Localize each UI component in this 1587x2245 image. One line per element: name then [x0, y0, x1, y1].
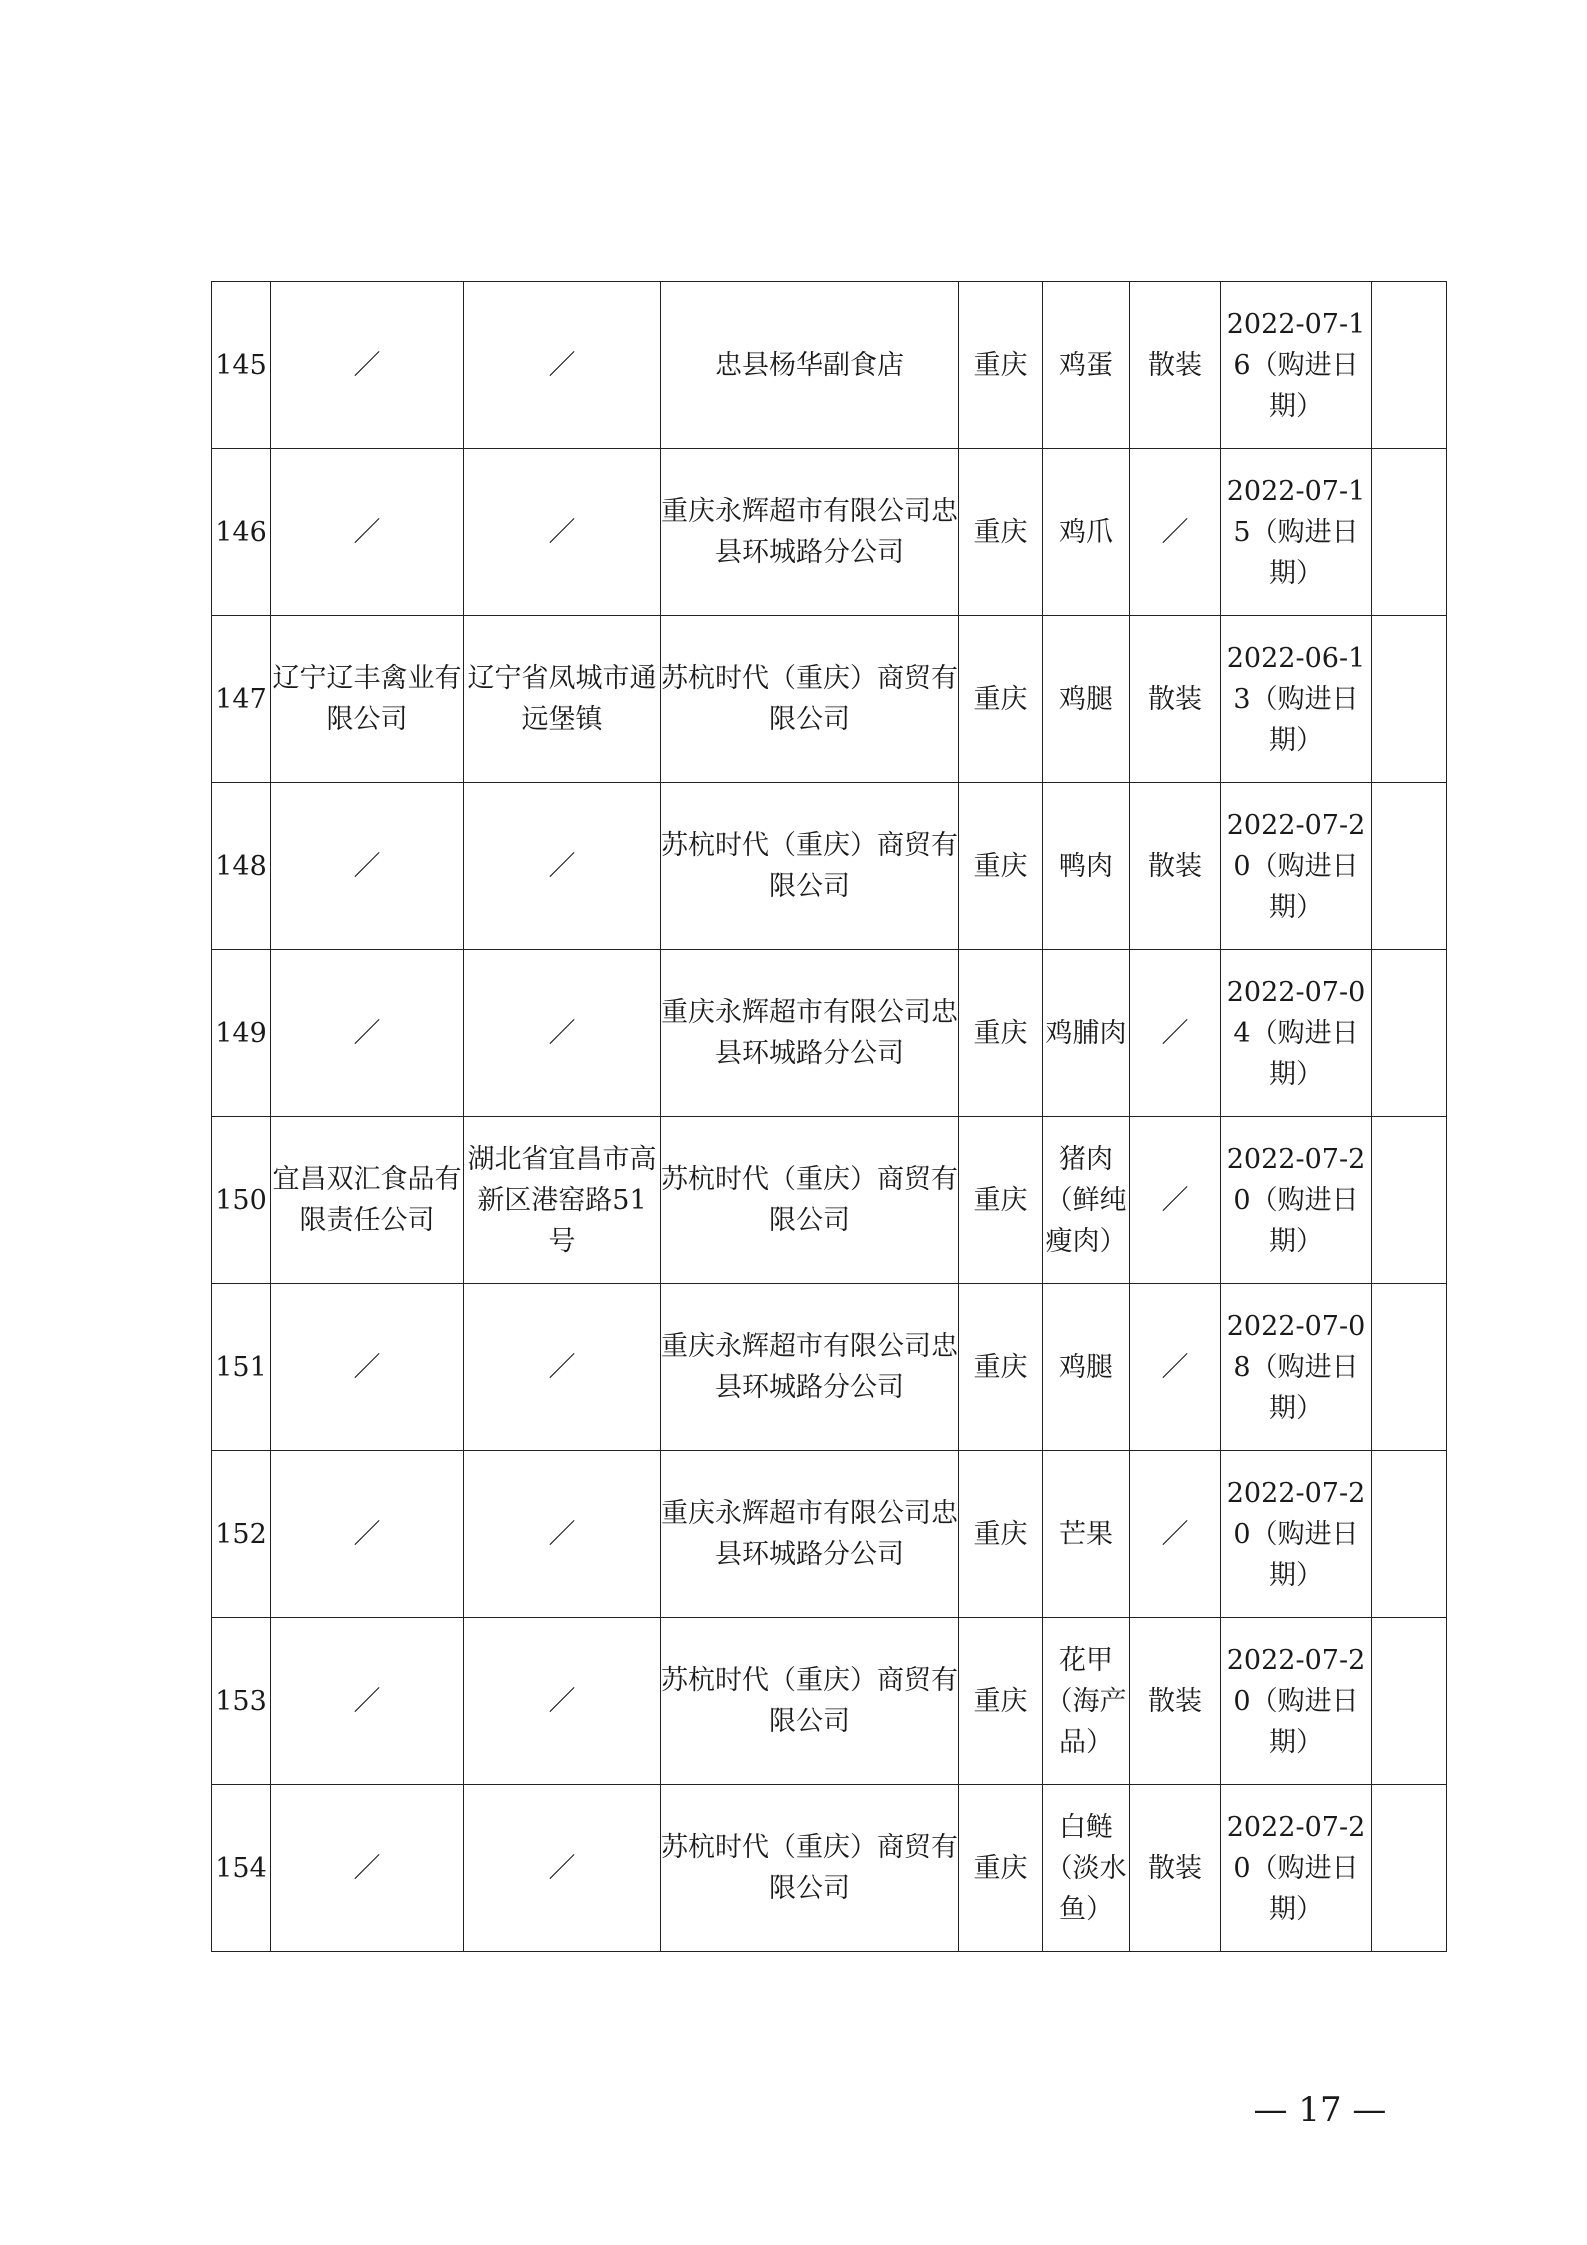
table-row [212, 449, 1447, 616]
cell-serial-number-text: 153 [215, 1685, 267, 1717]
cell-region-text: 重庆 [973, 1518, 1028, 1550]
cell-product-name-text: 鸡腿 [1059, 1351, 1113, 1383]
cell-seller [661, 1451, 959, 1618]
cell-package [1130, 449, 1221, 616]
cell-region [959, 1618, 1043, 1785]
cell-region [959, 282, 1043, 449]
cell-package-text: ／ [1161, 1351, 1189, 1383]
table-row [212, 783, 1447, 950]
cell-note [1372, 1785, 1447, 1952]
cell-manufacturer [271, 1284, 464, 1451]
cell-product-name-text: 花甲（海产品） [1045, 1644, 1127, 1758]
cell-manufacturer-address-text: ／ [548, 516, 576, 548]
cell-region-text: 重庆 [973, 1351, 1028, 1383]
cell-note [1372, 1284, 1447, 1451]
cell-seller-text: 苏杭时代（重庆）商贸有限公司 [661, 1665, 958, 1737]
cell-manufacturer-address [464, 1618, 661, 1785]
cell-region [959, 1451, 1043, 1618]
cell-package [1130, 1785, 1221, 1952]
cell-seller [661, 1117, 959, 1284]
cell-manufacturer [271, 1117, 464, 1284]
cell-serial-number [212, 282, 271, 449]
cell-region [959, 1785, 1043, 1952]
table-row [212, 282, 1447, 449]
cell-date-text: 2022-07-20（购进日期） [1226, 809, 1366, 923]
cell-package-text: ／ [1161, 1184, 1189, 1216]
cell-manufacturer [271, 1785, 464, 1952]
cell-date-text: 2022-07-08（购进日期） [1226, 1310, 1366, 1424]
cell-manufacturer-address [464, 282, 661, 449]
table-row [212, 1785, 1447, 1952]
cell-date [1221, 616, 1372, 783]
cell-manufacturer-text: 辽宁辽丰禽业有限公司 [272, 663, 462, 735]
cell-date [1221, 1117, 1372, 1284]
cell-product-name [1043, 1451, 1130, 1618]
cell-manufacturer-text: ／ [353, 1518, 381, 1550]
cell-package-text: ／ [1161, 516, 1189, 548]
cell-date [1221, 1618, 1372, 1785]
cell-product-name [1043, 1785, 1130, 1952]
cell-product-name-text: 鸡脯肉 [1045, 1017, 1127, 1049]
cell-product-name-text: 鸡蛋 [1059, 349, 1113, 381]
cell-note [1372, 1117, 1447, 1284]
cell-package [1130, 1451, 1221, 1618]
cell-date [1221, 1284, 1372, 1451]
cell-package-text: 散装 [1148, 683, 1202, 715]
cell-date [1221, 449, 1372, 616]
cell-package-text: ／ [1161, 1518, 1189, 1550]
cell-seller [661, 282, 959, 449]
cell-serial-number-text: 145 [215, 349, 267, 381]
cell-region-text: 重庆 [973, 850, 1028, 882]
cell-manufacturer-address [464, 1117, 661, 1284]
cell-region [959, 1284, 1043, 1451]
cell-region-text: 重庆 [973, 1017, 1028, 1049]
cell-region [959, 1117, 1043, 1284]
cell-seller-text: 苏杭时代（重庆）商贸有限公司 [661, 830, 958, 902]
cell-note [1372, 950, 1447, 1117]
cell-manufacturer [271, 616, 464, 783]
cell-manufacturer-address-text: ／ [548, 1685, 576, 1717]
cell-product-name-text: 芒果 [1059, 1518, 1113, 1550]
cell-note [1372, 449, 1447, 616]
cell-product-name-text: 鸡腿 [1059, 683, 1113, 715]
cell-seller-text: 忠县杨华副食店 [715, 349, 904, 381]
cell-package [1130, 616, 1221, 783]
table-row [212, 950, 1447, 1117]
table-row [212, 1618, 1447, 1785]
cell-serial-number [212, 950, 271, 1117]
cell-serial-number [212, 1451, 271, 1618]
cell-region-text: 重庆 [973, 1685, 1028, 1717]
cell-manufacturer-text: ／ [353, 1685, 381, 1717]
page-number: — 17 — [1253, 2090, 1387, 2130]
cell-date-text: 2022-07-20（购进日期） [1226, 1477, 1366, 1591]
cell-product-name-text: 猪肉（鲜纯瘦肉） [1045, 1143, 1127, 1257]
cell-seller-text: 重庆永辉超市有限公司忠县环城路分公司 [661, 1331, 958, 1403]
cell-manufacturer-address-text: 湖北省宜昌市高新区港窑路51号 [467, 1143, 657, 1257]
cell-serial-number [212, 449, 271, 616]
cell-product-name [1043, 616, 1130, 783]
cell-manufacturer-address-text: ／ [548, 1017, 576, 1049]
cell-seller [661, 1284, 959, 1451]
cell-note [1372, 1618, 1447, 1785]
cell-manufacturer-address [464, 449, 661, 616]
cell-serial-number [212, 1117, 271, 1284]
cell-manufacturer-address-text: 辽宁省凤城市通远堡镇 [467, 663, 657, 735]
cell-region-text: 重庆 [973, 1184, 1028, 1216]
cell-package-text: 散装 [1148, 1852, 1202, 1884]
cell-date-text: 2022-07-16（购进日期） [1226, 308, 1366, 422]
cell-package [1130, 282, 1221, 449]
cell-date-text: 2022-07-20（购进日期） [1226, 1644, 1366, 1758]
cell-manufacturer [271, 282, 464, 449]
table-row [212, 1117, 1447, 1284]
cell-seller-text: 苏杭时代（重庆）商贸有限公司 [661, 663, 958, 735]
table-body [212, 282, 1447, 1952]
cell-product-name [1043, 1284, 1130, 1451]
cell-manufacturer-address [464, 1785, 661, 1952]
cell-serial-number-text: 146 [215, 516, 267, 548]
cell-seller-text: 重庆永辉超市有限公司忠县环城路分公司 [661, 496, 958, 568]
cell-region-text: 重庆 [973, 1852, 1028, 1884]
cell-product-name [1043, 950, 1130, 1117]
cell-serial-number-text: 149 [215, 1017, 267, 1049]
cell-product-name [1043, 449, 1130, 616]
cell-product-name [1043, 783, 1130, 950]
cell-serial-number [212, 1618, 271, 1785]
cell-manufacturer-text: ／ [353, 516, 381, 548]
cell-region [959, 950, 1043, 1117]
cell-serial-number-text: 147 [215, 683, 267, 715]
cell-serial-number-text: 150 [215, 1184, 267, 1216]
cell-region-text: 重庆 [973, 349, 1028, 381]
cell-manufacturer-text: ／ [353, 1852, 381, 1884]
cell-seller-text: 苏杭时代（重庆）商贸有限公司 [661, 1832, 958, 1904]
cell-serial-number [212, 1284, 271, 1451]
cell-seller-text: 重庆永辉超市有限公司忠县环城路分公司 [661, 1498, 958, 1570]
cell-manufacturer-address [464, 950, 661, 1117]
cell-product-name [1043, 282, 1130, 449]
cell-manufacturer [271, 783, 464, 950]
cell-manufacturer [271, 1618, 464, 1785]
cell-region [959, 783, 1043, 950]
cell-manufacturer [271, 1451, 464, 1618]
table-row [212, 1451, 1447, 1618]
sampling-table [211, 281, 1447, 1952]
cell-date [1221, 282, 1372, 449]
table-row [212, 1284, 1447, 1451]
cell-package-text: 散装 [1148, 850, 1202, 882]
cell-region [959, 616, 1043, 783]
cell-seller [661, 449, 959, 616]
cell-manufacturer-text: 宜昌双汇食品有限责任公司 [272, 1164, 462, 1236]
cell-product-name [1043, 1618, 1130, 1785]
cell-package-text: ／ [1161, 1017, 1189, 1049]
cell-note [1372, 616, 1447, 783]
cell-product-name-text: 鸭肉 [1059, 850, 1113, 882]
cell-seller [661, 783, 959, 950]
cell-note [1372, 783, 1447, 950]
cell-manufacturer-address-text: ／ [548, 1518, 576, 1550]
cell-package [1130, 950, 1221, 1117]
cell-manufacturer [271, 950, 464, 1117]
cell-manufacturer-address [464, 1284, 661, 1451]
cell-date-text: 2022-07-20（购进日期） [1226, 1811, 1366, 1925]
cell-product-name-text: 鸡爪 [1059, 516, 1113, 548]
cell-package-text: 散装 [1148, 1685, 1202, 1717]
cell-product-name-text: 白鲢（淡水鱼） [1045, 1811, 1127, 1925]
cell-date-text: 2022-06-13（购进日期） [1226, 642, 1366, 756]
cell-manufacturer-address-text: ／ [548, 349, 576, 381]
cell-date [1221, 1451, 1372, 1618]
cell-date-text: 2022-07-20（购进日期） [1226, 1143, 1366, 1257]
cell-package [1130, 783, 1221, 950]
cell-seller [661, 616, 959, 783]
cell-date [1221, 950, 1372, 1117]
cell-manufacturer-address-text: ／ [548, 850, 576, 882]
cell-manufacturer-text: ／ [353, 349, 381, 381]
cell-manufacturer-address [464, 783, 661, 950]
cell-seller [661, 1785, 959, 1952]
cell-package [1130, 1284, 1221, 1451]
cell-serial-number-text: 148 [215, 850, 267, 882]
cell-date [1221, 783, 1372, 950]
cell-region-text: 重庆 [973, 516, 1028, 548]
cell-package [1130, 1618, 1221, 1785]
cell-region [959, 449, 1043, 616]
cell-seller-text: 苏杭时代（重庆）商贸有限公司 [661, 1164, 958, 1236]
cell-seller [661, 950, 959, 1117]
cell-seller-text: 重庆永辉超市有限公司忠县环城路分公司 [661, 997, 958, 1069]
cell-note [1372, 1451, 1447, 1618]
cell-manufacturer-text: ／ [353, 850, 381, 882]
cell-manufacturer-text: ／ [353, 1017, 381, 1049]
cell-manufacturer-address-text: ／ [548, 1852, 576, 1884]
cell-package [1130, 1117, 1221, 1284]
cell-manufacturer-address [464, 1451, 661, 1618]
cell-serial-number-text: 152 [215, 1518, 267, 1550]
cell-date [1221, 1785, 1372, 1952]
cell-manufacturer-address [464, 616, 661, 783]
cell-serial-number-text: 151 [215, 1351, 267, 1383]
cell-product-name [1043, 1117, 1130, 1284]
cell-serial-number [212, 1785, 271, 1952]
cell-serial-number [212, 783, 271, 950]
cell-package-text: 散装 [1148, 349, 1202, 381]
cell-date-text: 2022-07-15（购进日期） [1226, 475, 1366, 589]
table-row [212, 616, 1447, 783]
cell-note [1372, 282, 1447, 449]
cell-serial-number [212, 616, 271, 783]
cell-manufacturer-address-text: ／ [548, 1351, 576, 1383]
cell-date-text: 2022-07-04（购进日期） [1226, 976, 1366, 1090]
cell-serial-number-text: 154 [215, 1852, 267, 1884]
cell-manufacturer-text: ／ [353, 1351, 381, 1383]
cell-seller [661, 1618, 959, 1785]
cell-manufacturer [271, 449, 464, 616]
cell-region-text: 重庆 [973, 683, 1028, 715]
